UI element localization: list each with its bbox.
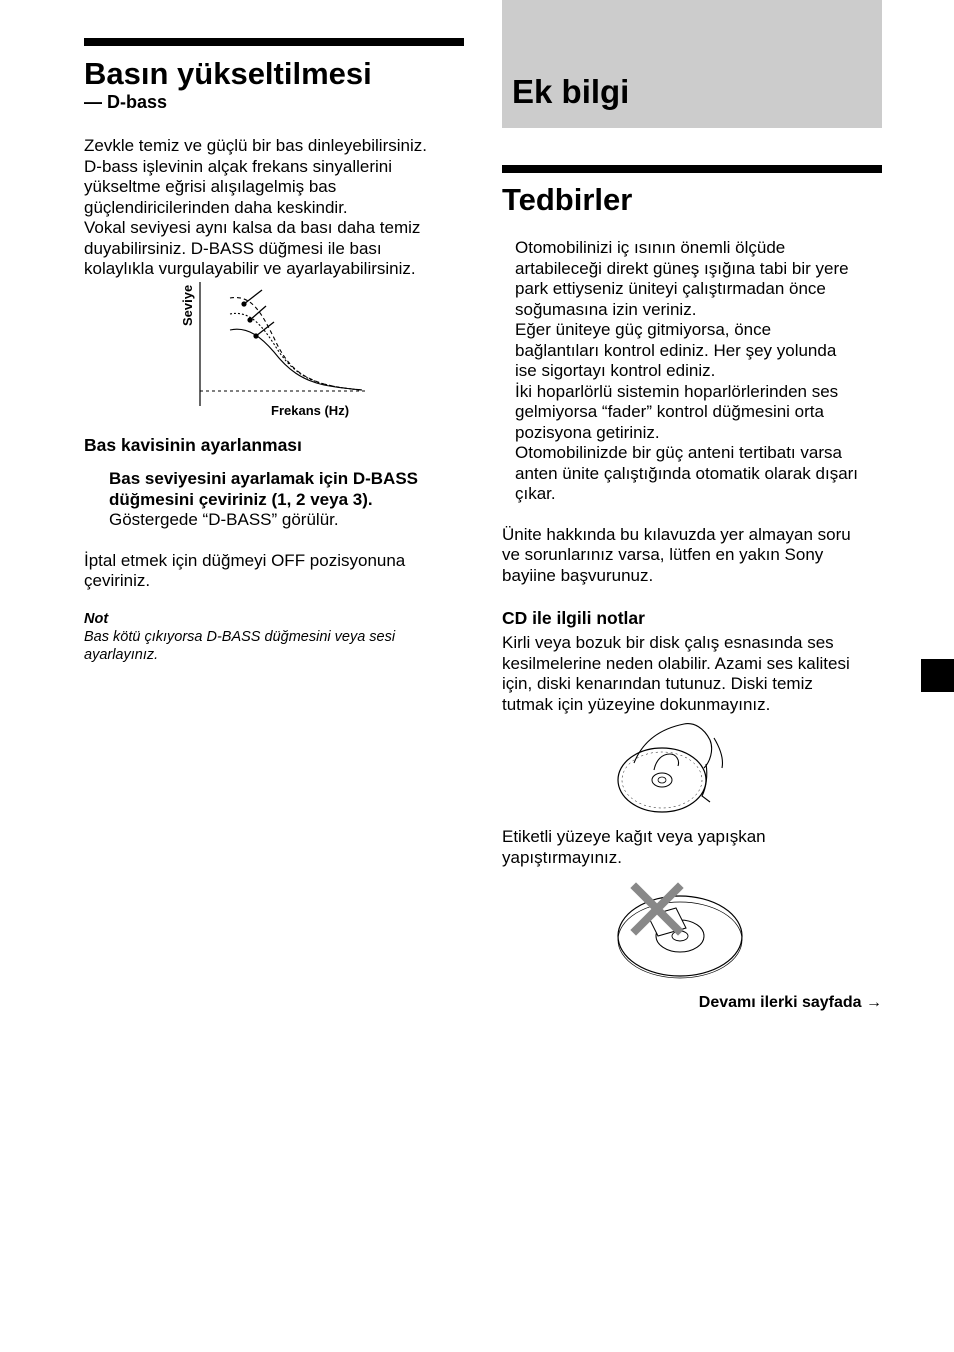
precautions-section <box>502 165 882 715</box>
continued-footer <box>699 993 882 1013</box>
list-item <box>515 443 882 505</box>
intro-paragraph <box>84 136 464 280</box>
label-warning-paragraph <box>502 827 882 868</box>
text-line: Kirli veya bozuk bir disk çalış esnasında ses <box>502 633 834 652</box>
note-line: Bas kötü çıkıyorsa D-BASS düğmesini veya sesi <box>84 628 396 645</box>
note-block <box>84 610 464 664</box>
curve-label-2 <box>250 306 266 320</box>
curve-3 <box>230 297 362 390</box>
curve-1 <box>230 329 362 390</box>
text-line: kesilmelerine neden olabilir. Azami ses kalitesi <box>502 653 850 673</box>
text-line: artabileceği direkt güneş ışığına tabi bir yere <box>515 258 849 278</box>
bullet-list <box>515 238 882 505</box>
page-subtitle: — D-bass <box>84 92 168 112</box>
text-line: bayiine başvurunuz. <box>502 565 654 585</box>
list-item <box>515 382 882 444</box>
text-line: İptal etmek için düğmeyi OFF pozisyonuna <box>84 550 406 570</box>
page-title: Basın yükseltilmesi <box>84 56 372 91</box>
text-line: güçlendiricilerinden daha keskindir. <box>84 197 348 217</box>
chapter-box <box>502 0 882 128</box>
text-line: kolaylıkla vurgulayabilir ve ayarlayabilirsiniz. <box>84 259 416 278</box>
text-line: çıkar. <box>515 484 556 503</box>
text-line: tutmak için yüzeyine dokunmayınız. <box>502 694 771 714</box>
section-tab-marker <box>921 659 954 692</box>
text-line: İki hoparlörlü sistemin hoparlörlerinden ses <box>515 381 839 401</box>
text-line: soğumasına izin veriniz. <box>515 299 697 319</box>
section-title: Bas kavisinin ayarlanması <box>84 435 302 455</box>
text-line: Otomobilinizde bir güç anteni tertibatı varsa <box>515 443 842 462</box>
text-line: bağlantıları kontrol ediniz. Her şey yolunda <box>515 340 837 360</box>
dbass-curve-graph <box>174 274 474 424</box>
curve-2 <box>230 313 362 390</box>
text-line: park ettiyseniz üniteyi çalıştırmadan önce <box>515 279 826 298</box>
text-line: Otomobilinizi iç ısının önemli ölçüde <box>515 238 786 257</box>
list-item <box>515 238 882 320</box>
text-line: ve sorunlarınız varsa, lütfen en yakın Sony <box>502 545 824 564</box>
text-line: için, diski kenarından tutunuz. Diski temiz <box>502 674 813 693</box>
text-line: ise sigortayı kontrol ediniz. <box>515 361 716 380</box>
section-rule <box>502 165 882 173</box>
step-block <box>109 469 464 531</box>
curve-marker <box>253 333 258 338</box>
curve-marker <box>241 301 246 306</box>
text-line: D-bass işlevinin alçak frekans sinyallerini <box>84 156 393 176</box>
arrow-right-icon: → <box>866 994 882 1011</box>
contact-paragraph <box>502 525 882 587</box>
cd-hold-illustration <box>614 718 744 818</box>
text-line: çeviriniz. <box>84 571 151 590</box>
text-line: Ünite hakkında bu kılavuzda yer almayan soru <box>502 524 851 544</box>
cd-notes-paragraph <box>502 633 882 715</box>
left-column <box>84 38 464 663</box>
section-heading: Tedbirler <box>502 182 633 217</box>
text-line: yapıştırmayınız. <box>502 847 622 867</box>
list-item <box>515 320 882 382</box>
text-line: duyabilirsiniz. D-BASS düğmesi ile bası <box>84 238 382 258</box>
curve-label-1 <box>256 322 274 336</box>
step-line: düğmesini çeviriniz (1, 2 veya 3). <box>109 489 373 509</box>
adjust-section <box>84 434 464 664</box>
note-line: ayarlayınız. <box>84 646 159 663</box>
text-line: gelmiyorsa “fader” kontrol düğmesini orta <box>515 402 824 421</box>
text-line: Zevkle temiz ve güçlü bir bas dinleyebilirsiniz. <box>84 136 427 155</box>
graph-xlabel: Frekans (Hz) <box>271 403 350 418</box>
note-title: Not <box>84 610 109 627</box>
continued-text: Devamı ilerki sayfada <box>698 994 862 1011</box>
step-result: Göstergede “D-BASS” görülür. <box>109 510 339 529</box>
graph-ylabel: Seviye <box>180 284 195 326</box>
text-line: Vokal seviyesi aynı kalsa da bası daha temiz <box>84 218 421 237</box>
text-line: pozisyona getiriniz. <box>515 422 660 442</box>
text-line: Etiketli yüzeye kağıt veya yapışkan <box>502 827 766 846</box>
text-line: anten ünite çalıştığında otomatik olarak dışarı <box>515 463 859 483</box>
curve-marker <box>247 317 252 322</box>
text-line: Eğer üniteye güç gitmiyorsa, önce <box>515 320 772 339</box>
text-line: yükseltme eğrisi alışılagelmiş bas <box>84 177 337 196</box>
title-rule <box>84 38 464 46</box>
chapter-title: Ek bilgi <box>512 73 630 110</box>
curve-label-3 <box>244 290 262 304</box>
step-line: Bas seviyesini ayarlamak için D-BASS <box>109 469 418 488</box>
cd-notes-title: CD ile ilgili notlar <box>502 608 645 628</box>
cancel-paragraph <box>84 551 464 592</box>
cd-no-sticker-illustration <box>614 880 754 980</box>
